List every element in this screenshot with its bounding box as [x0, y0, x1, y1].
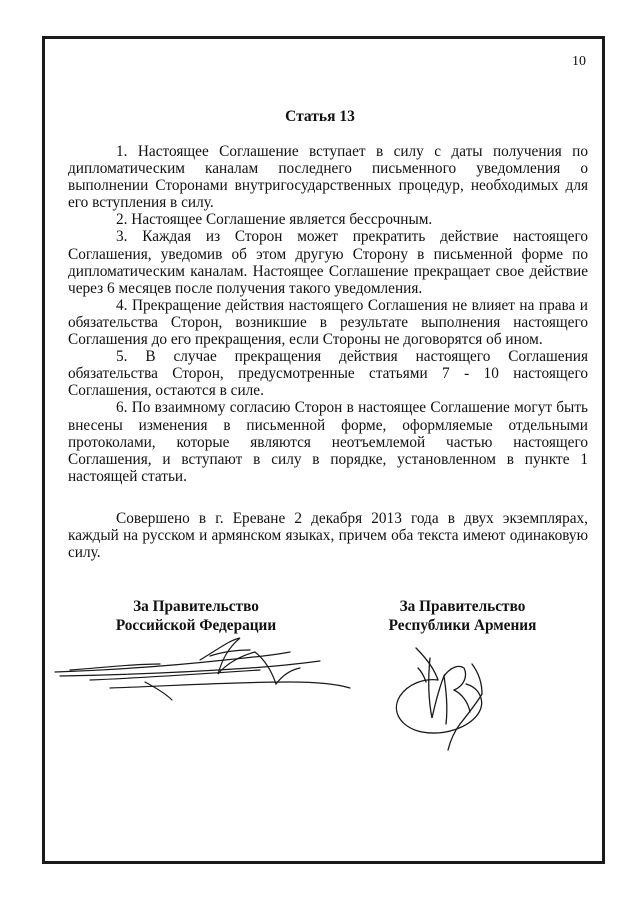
closing-paragraph: Совершено в г. Ереване 2 декабря 2013 года в двух экземплярах, каждый на русском и армянском языках, причем оба текста имеют одинаковую силу. — [68, 510, 588, 562]
paragraph-1: 1. Настоящее Соглашение вступает в силу с даты получения по дипломатическим каналам последнего письменного уведомления о выполнении Сторонами внутригосударственных процедур, необходимых для его вступления в силу. — [68, 143, 588, 212]
signatory-armenia-line2: Республики Армения — [388, 617, 537, 634]
paragraph-5: 5. В случае прекращения действия настоящего Соглашения обязательства Сторон, предусмотренные статьями 7 - 10 настоящего Соглашения, остаются в силе. — [68, 348, 588, 400]
paragraph-4: 4. Прекращение действия настоящего Соглашения не влияет на права и обязательства Сторон, возникшие в результате выполнения настоящего Соглашения до его прекращения, если Стороны не договорятся об ином. — [68, 296, 588, 349]
paragraph-6: 6. По взаимному согласию Сторон в настоящее Соглашение могут быть внесены изменения в письменной форме, оформляемые отдельными протоколами, которые являются неотъемлемой частью настоящего Соглашения, и вступают в силу в порядке, установленном в пункте 1 настоящей статьи. — [68, 399, 588, 485]
signatory-armenia-line1: За Правительство — [399, 598, 526, 615]
signature-armenia — [388, 628, 508, 758]
closing-statement — [68, 510, 588, 561]
signatory-russia-line2: Российской Федерации — [115, 617, 277, 634]
page-number: 10 — [572, 54, 586, 69]
signatory-russia-line1: За Правительство — [133, 598, 259, 615]
signature-russia — [50, 630, 360, 710]
paragraph-2: 2. Настоящее Соглашение является бессрочным. — [116, 211, 433, 229]
article-body — [68, 143, 588, 485]
article-title: Статья 13 — [285, 108, 355, 125]
paragraph-3: 3. Каждая из Сторон может прекратить действие настоящего Соглашения, уведомив об этом другую Сторону в письменной форме по дипломатическим каналам. Настоящее Соглашение прекращает свое действие через 6 месяцев после получения такого уведомления. — [68, 228, 588, 297]
